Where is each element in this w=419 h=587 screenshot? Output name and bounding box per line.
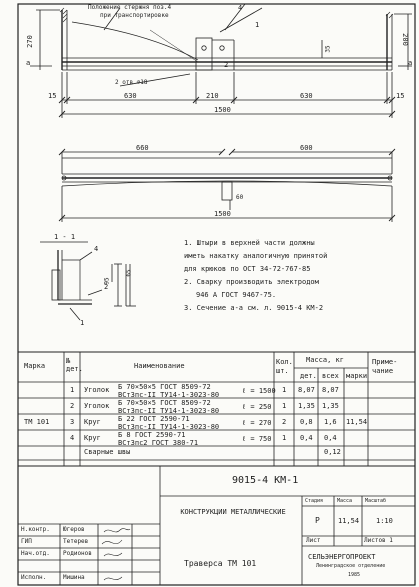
th-mass-item: дет.	[300, 372, 317, 380]
item-name: Траверса ТМ 101	[184, 559, 257, 568]
subject: КОНСТРУКЦИИ МЕТАЛЛИЧЕСКИЕ	[180, 508, 286, 516]
section-callout-1: 1	[80, 319, 85, 327]
dim-660: 660	[136, 144, 149, 152]
row-spec2: ВСт3пс-II ТУ14-1-3023-80	[118, 391, 220, 399]
org-year: 1985	[348, 572, 361, 578]
row-len: ℓ = 1500	[242, 387, 276, 395]
signer-name: Мишина	[63, 574, 85, 581]
section-mark-a-right: а	[408, 59, 413, 67]
weld-mass: 0,12	[324, 448, 341, 456]
signer-role: ГИП	[21, 538, 32, 545]
dim-total-bottom: 1500	[214, 210, 231, 218]
top-view	[30, 4, 412, 118]
section-dim-95: 95	[103, 277, 111, 285]
th-mass-total: всех	[322, 372, 339, 380]
row-pos: 2	[70, 402, 75, 410]
dim-right-height: 200	[400, 33, 409, 46]
row-name: Уголок	[84, 402, 110, 410]
th-mass: Масса, кг	[306, 356, 344, 364]
row-mass-item: 1,35	[298, 402, 315, 410]
dim-630-right: 630	[300, 92, 313, 100]
section-callout-4: 4	[94, 245, 99, 253]
row-qty: 1	[282, 386, 287, 394]
sheets-header: Листов 1	[364, 537, 393, 544]
dim-inner-height: 35	[324, 45, 332, 53]
row-len: ℓ = 750	[242, 435, 272, 443]
dim-left-height: 270	[25, 35, 34, 48]
th-name: Наименование	[134, 362, 185, 370]
note-line: 2. Сварку производить электродом	[184, 278, 319, 286]
stage-header: Стадия	[305, 498, 324, 504]
doc-code: 9015-4 КМ-1	[232, 475, 299, 486]
row-mass-all: 8,07	[322, 386, 339, 394]
dim-210: 210	[206, 92, 219, 100]
org-name: СЕЛЬЭНЕРГОПРОЕКТ	[308, 553, 376, 561]
section-view	[40, 242, 136, 320]
section-dim-65: 65	[125, 269, 133, 277]
row-name: Круг	[84, 434, 101, 442]
callout-1: 1	[255, 21, 260, 29]
row-spec2: ВСт3пс2 ГОСТ 380-71	[118, 439, 199, 447]
row-len: ℓ = 250	[242, 403, 272, 411]
row-mass-item: 0,8	[300, 418, 313, 426]
signer-role: Исполн.	[21, 574, 47, 581]
th-note: Приме- чание	[372, 358, 398, 376]
row-mass-all: 0,4	[324, 434, 337, 442]
scale-header: Масштаб	[365, 498, 387, 504]
th-pos: № дет.	[66, 357, 83, 374]
th-mark: Марка	[24, 362, 46, 370]
note-line: иметь накатку аналогичную принятой	[184, 252, 328, 260]
row-mass-item: 8,07	[298, 386, 315, 394]
callout-2: 2	[224, 61, 229, 69]
row-mass-all: 1,35	[322, 402, 339, 410]
row-pos: 4	[70, 434, 75, 442]
row-len: ℓ = 270	[242, 419, 272, 427]
dim-15-right: 15	[396, 92, 405, 100]
section-callout-2: 2	[104, 283, 109, 291]
scale-value: 1:10	[376, 517, 393, 525]
row-pos: 1	[70, 386, 75, 394]
signer-role: Нач.отд.	[21, 550, 50, 557]
th-qty: Кол. шт.	[276, 358, 293, 376]
row-spec2: ВСт3пс-II ТУ14-1-3023-80	[118, 423, 220, 431]
rebar-position-label: Положение стержня поз.4	[88, 4, 172, 11]
transport-note-label: при транспортировке	[100, 12, 169, 19]
row-spec: Б 8 ГОСТ 2590-71	[118, 431, 186, 439]
row-spec2: ВСт3пс-II ТУ14-1-3023-80	[118, 407, 220, 415]
note-line: 1. Штыри в верхней части должны	[184, 239, 315, 247]
row-name: Круг	[84, 418, 101, 426]
signer-name: Югеров	[63, 526, 85, 533]
row-spec: Б 22 ГОСТ 2590-71	[118, 415, 190, 423]
row-name: Уголок	[84, 386, 110, 394]
sheet-header: Лист	[306, 537, 321, 544]
dim-600: 600	[300, 144, 313, 152]
signer-name: Родионов	[63, 550, 92, 557]
stage-value: Р	[315, 516, 320, 525]
th-mass-mark: марки	[346, 372, 368, 380]
row-spec: Б 70×50×5 ГОСТ 8509-72	[118, 399, 211, 407]
dim-630-left: 630	[124, 92, 137, 100]
row-qty: 1	[282, 402, 287, 410]
mass-value: 11,54	[338, 517, 360, 525]
dim-hook: 60	[236, 194, 244, 201]
weld-label: Сварные швы	[84, 448, 131, 456]
note-line: 3. Сечение а-а см. л. 9015-4 КМ-2	[184, 304, 324, 312]
mass-header: Масса	[337, 498, 353, 504]
mark-value: ТМ 101	[24, 418, 50, 426]
callout-4: 4	[238, 4, 243, 12]
row-mass-all: 1,6	[324, 418, 337, 426]
row-pos: 3	[70, 418, 75, 426]
row-mass-item: 0,4	[300, 434, 313, 442]
mark-total-mass: 11,54	[346, 418, 368, 426]
signer-role: Н.контр.	[21, 526, 50, 533]
section-title: 1 - 1	[54, 233, 76, 241]
section-mark-a-left: а	[26, 59, 31, 67]
row-spec: Б 70×50×5 ГОСТ 8509-72	[118, 383, 211, 391]
note-line: 946 А ГОСТ 9467-75.	[196, 291, 277, 299]
holes-label: 2 отв ⌀18	[115, 79, 148, 86]
org-branch: Ленинградское отделение	[316, 563, 386, 569]
signer-name: Тетерев	[63, 538, 89, 545]
row-qty: 1	[282, 434, 287, 442]
dim-total-top: 1500	[214, 106, 231, 114]
row-qty: 2	[282, 418, 287, 426]
dim-15-left: 15	[48, 92, 57, 100]
note-line: для крюков по ОСТ 34-72-767-85	[184, 265, 311, 273]
